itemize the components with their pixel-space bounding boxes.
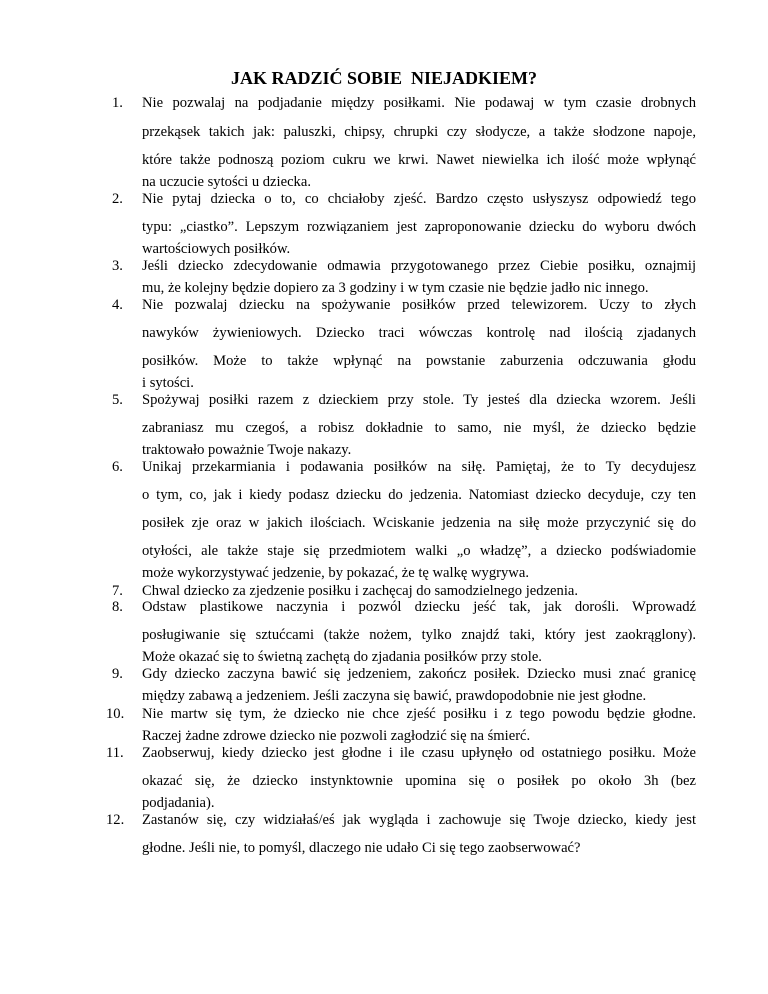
list-item-number: 4. [112,297,123,313]
list-item-number: 1. [112,95,123,111]
list-item-number: 8. [112,599,123,615]
list-item-number: 6. [112,459,123,475]
list-item-line: posiłków. Może to także wpłynąć na powstanie zaburzenia odczuwania głodu [142,353,696,369]
page-title: JAK RADZIĆ SOBIE NIEJADKIEM? [230,68,538,88]
list-item-number: 12. [106,812,125,828]
list-item-line: może wykorzystywać jedzenie, by pokazać, że tę walkę wygrywa. [142,565,529,581]
list-item-line: posiłek zje oraz w jakich ilościach. Wciskanie jedzenia na siłę może przyczynić się do [142,515,696,531]
list-item-line: wartościowych posiłków. [142,241,291,257]
list-item-number: 7. [112,583,123,599]
list-item-line: Odstaw plastikowe naczynia i pozwól dziecku jeść tak, jak dorośli. Wprowadź [142,599,696,615]
list-item-line: Nie pozwalaj dziecku na spożywanie posiłków przed telewizorem. Uczy to złych [142,297,696,313]
list-item-line: Gdy dziecko zaczyna bawić się jedzeniem, zakończ posiłek. Dziecko musi znać granicę [142,666,696,682]
list-item-line: Nie pytaj dziecka o to, co chciałoby zjeść. Bardzo często usłyszysz odpowiedź tego [142,191,696,207]
list-item-line: które także podnoszą poziom cukru we krwi. Nawet niewielka ich ilość może wpłynąć [142,152,696,168]
list-item-line: przekąsek takich jak: paluszki, chipsy, chrupki czy słodycze, a także słodzone napoje, [142,124,696,140]
list-item-line: okazać się, że dziecko instynktownie upomina się o posiłek po około 3h (bez [142,773,696,789]
list-item-number: 5. [112,392,123,408]
list-item-number: 9. [112,666,123,682]
list-item-line: i sytości. [142,375,194,391]
list-item-number: 10. [106,706,125,722]
list-item-line: o tym, co, jak i kiedy podasz dziecku do jedzenia. Natomiast dziecko decyduje, czy ten [142,487,696,503]
list-item-line: podjadania). [142,795,215,811]
list-item-line: głodne. Jeśli nie, to pomyśl, dlaczego nie udało Ci się tego zaobserwować? [142,840,581,856]
list-item-line: otyłości, ale także staje się przedmiotem walki „o władzę”, a dziecko podświadomie [142,543,696,559]
list-item-number: 3. [112,258,123,274]
list-item-line: Raczej żadne zdrowe dziecko nie pozwoli zagłodzić się na śmierć. [142,728,531,744]
list-item-line: Zaobserwuj, kiedy dziecko jest głodne i ile czasu upłynęło od ostatniego posiłku. Może [142,745,696,761]
list-item-line: Nie martw się tym, że dziecko nie chce zjeść posiłku i z tego powodu będzie głodne. [142,706,696,722]
list-item-line: zabraniasz mu czegoś, a robisz dokładnie to samo, nie myśl, że dziecko będzie [142,420,696,436]
list-item-line: na uczucie sytości u dziecka. [142,174,311,190]
list-item-line: Jeśli dziecko zdecydowanie odmawia przygotowanego przez Ciebie posiłku, oznajmij [142,258,696,274]
list-item-number: 11. [106,745,124,761]
list-item-line: traktowało poważnie Twoje nakazy. [142,442,352,458]
list-item-line: Unikaj przekarmiania i podawania posiłków na siłę. Pamiętaj, że to Ty decydujesz [142,459,696,475]
list-item-line: posługiwanie się sztućcami (także nożem, tylko znajdź taki, który jest zaokrąglony). [142,627,696,643]
list-item-line: Nie pozwalaj na podjadanie między posiłkami. Nie podawaj w tym czasie drobnych [142,95,696,111]
list-item-line: Chwal dziecko za zjedzenie posiłku i zachęcaj do samodzielnego jedzenia. [142,583,578,599]
list-item-line: nawyków żywieniowych. Dziecko traci wówczas kontrolę nad ilością zjadanych [142,325,696,341]
list-item-number: 2. [112,191,123,207]
list-item-line: mu, że kolejny będzie dopiero za 3 godziny i w tym czasie nie będzie jadło nic innego. [142,280,649,296]
list-item-line: Może okazać się to świetną zachętą do zjadania posiłków przy stole. [142,649,542,665]
list-item-line: typu: „ciastko”. Lepszym rozwiązaniem jest zaproponowanie dziecku do wyboru dwóch [142,219,696,235]
list-item-line: Spożywaj posiłki razem z dzieckiem przy stole. Ty jesteś dla dziecka wzorem. Jeśli [142,392,696,408]
list-item-line: Zastanów się, czy widziałaś/eś jak wygląda i zachowuje się Twoje dziecko, kiedy jest [142,812,696,828]
list-item-line: między zabawą a jedzeniem. Jeśli zaczyna się bawić, prawdopodobnie nie jest głodne. [142,688,647,704]
